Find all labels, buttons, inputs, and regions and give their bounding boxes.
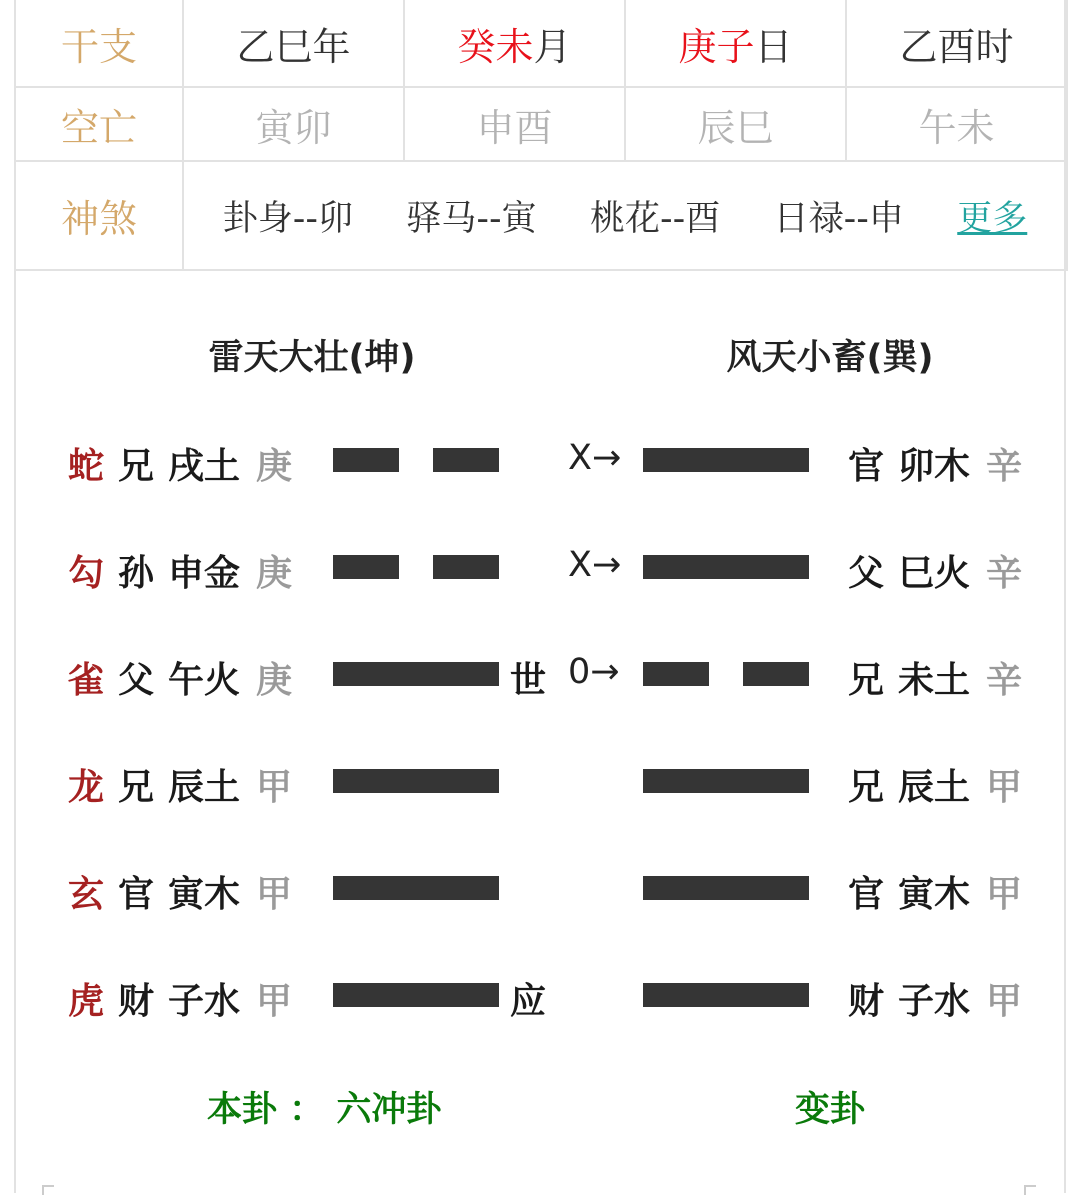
hexagram-line-row [0,753,1080,813]
shensha-label: 神煞 [15,161,183,270]
changed-line-broken-bar-right [743,662,809,686]
main-hexagram-title: 雷天大壮(坤) [208,338,416,378]
main-line-solid-bar [333,769,499,793]
year-pillar [183,0,404,87]
stem-label: 甲 [256,981,293,1022]
shi-ying-marker: 世 [510,660,547,701]
kongwang-label: 空亡 [15,87,183,161]
branch-element-label: 子水 [168,981,241,1022]
shensha-row [15,161,1067,270]
kongwang-month: 申酉 [404,87,625,161]
corner-mark-left [42,1185,54,1195]
hexagram-line-row [0,539,1080,599]
changed-line [643,448,809,472]
day-suffix: 日 [754,24,793,69]
shensha-cell [183,161,1067,270]
main-line [333,769,499,793]
ganzhi-label: 干支 [15,0,183,87]
changed-relation-label: 官 [848,874,885,915]
changed-relation-label: 兄 [848,660,885,701]
changed-line [643,983,809,1007]
hour-pillar [846,0,1067,87]
main-line-solid-bar [333,876,499,900]
change-marker: X→ [568,545,622,585]
six-beast-label: 龙 [68,767,105,808]
changed-relation-label: 父 [848,553,885,594]
main-line-broken-bar-left [333,555,399,579]
changed-line-solid-bar [643,769,809,793]
shensha-item: 日禄--申 [773,198,904,239]
relation-label: 兄 [118,767,155,808]
changed-line [643,876,809,900]
six-beast-label: 蛇 [68,446,105,487]
stem-label: 庚 [256,446,293,487]
hexagram-line-row [0,967,1080,1027]
main-line [333,662,499,686]
changed-branch-element-label: 辰土 [898,767,971,808]
branch-element-label: 申金 [168,553,241,594]
month-pillar [404,0,625,87]
shensha-item: 桃花--酉 [589,198,721,239]
six-beast-label: 玄 [68,874,105,915]
hexagram-line-row [0,646,1080,706]
changed-relation-label: 官 [848,446,885,487]
shi-ying-marker: 应 [510,981,547,1022]
changed-line [643,555,809,579]
changed-stem-label: 辛 [986,553,1023,594]
relation-label: 兄 [118,446,155,487]
hour-suffix: 时 [975,24,1014,69]
main-hexagram-footer: 本卦 ： 六冲卦 [207,1090,442,1130]
stem-label: 庚 [256,553,293,594]
main-line [333,983,499,1007]
year-stem: 乙巳 [236,24,313,69]
changed-stem-label: 辛 [986,660,1023,701]
changed-relation-label: 财 [848,981,885,1022]
shensha-item: 卦身--卯 [222,198,353,239]
main-line-solid-bar [333,662,499,686]
changed-stem-label: 辛 [986,446,1023,487]
six-beast-label: 虎 [68,981,105,1022]
shensha-item: 驿马--寅 [406,198,537,239]
changed-line-solid-bar [643,876,809,900]
changed-stem-label: 甲 [986,767,1023,808]
hexagram-line-row [0,432,1080,492]
changed-relation-label: 兄 [848,767,885,808]
changed-line-solid-bar [643,983,809,1007]
kongwang-row [15,87,1067,161]
main-line [333,555,499,579]
main-line-solid-bar [333,983,499,1007]
kongwang-hour: 午未 [846,87,1067,161]
changed-line-broken-bar-left [643,662,709,686]
change-marker: 0→ [568,652,620,692]
changed-branch-element-label: 未土 [898,660,971,701]
six-beast-label: 雀 [68,660,105,701]
relation-label: 孙 [118,553,155,594]
changed-branch-element-label: 卯木 [898,446,971,487]
month-stem: 癸未 [457,24,534,69]
relation-label: 财 [118,981,155,1022]
changed-hexagram-title: 风天小畜(巽) [726,338,934,378]
main-line [333,448,499,472]
main-line [333,876,499,900]
branch-element-label: 寅木 [168,874,241,915]
main-line-broken-bar-left [333,448,399,472]
stem-label: 庚 [256,660,293,701]
relation-label: 官 [118,874,155,915]
day-stem: 庚子 [678,24,755,69]
hour-stem: 乙酉 [899,24,976,69]
corner-mark-right [1024,1185,1036,1195]
stem-label: 甲 [256,874,293,915]
day-pillar [625,0,846,87]
changed-line [643,769,809,793]
ganzhi-row [15,0,1067,87]
more-link[interactable]: 更多 [957,198,1028,239]
changed-stem-label: 甲 [986,981,1023,1022]
six-beast-label: 勾 [68,553,105,594]
main-line-broken-bar-right [433,555,499,579]
changed-branch-element-label: 寅木 [898,874,971,915]
changed-line-solid-bar [643,448,809,472]
main-line-broken-bar-right [433,448,499,472]
kongwang-day: 辰巳 [625,87,846,161]
hexagram-line-row [0,860,1080,920]
info-table [14,0,1068,271]
year-suffix: 年 [312,24,351,69]
changed-branch-element-label: 巳火 [898,553,971,594]
stem-label: 甲 [256,767,293,808]
branch-element-label: 午火 [168,660,241,701]
changed-line [643,662,809,686]
branch-element-label: 辰土 [168,767,241,808]
branch-element-label: 戌土 [168,446,241,487]
change-marker: X→ [568,438,622,478]
month-suffix: 月 [533,24,572,69]
changed-line-solid-bar [643,555,809,579]
changed-stem-label: 甲 [986,874,1023,915]
kongwang-year: 寅卯 [183,87,404,161]
changed-hexagram-footer: 变卦 [795,1090,866,1130]
relation-label: 父 [118,660,155,701]
changed-branch-element-label: 子水 [898,981,971,1022]
